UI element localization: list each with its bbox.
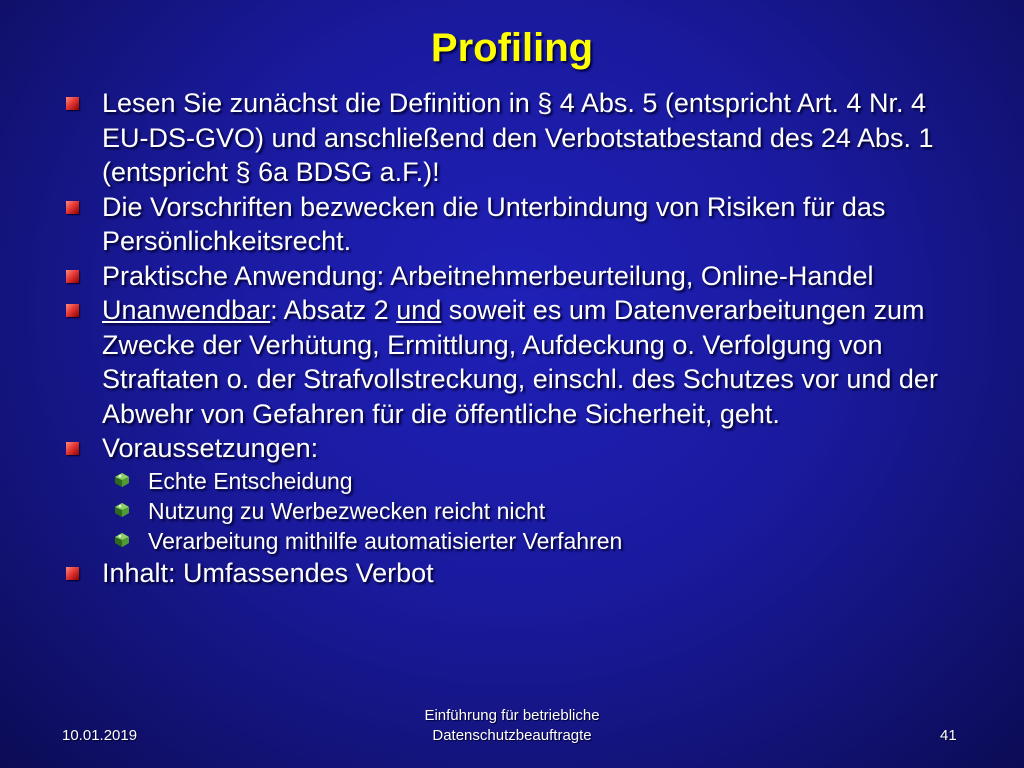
bullet-text: Lesen Sie zunächst die Definition in § 4 Abs. 5 (entspricht Art. 4 Nr. 4 EU-DS-GVO) und anschließend den Verbotstatbestand des 24 Abs. 1 (entspricht § 6a BDSG a.F.)! [102, 88, 934, 187]
green-gem-bullet-icon [114, 502, 130, 518]
bullet-item [64, 259, 964, 294]
green-gem-bullet-icon [114, 532, 130, 548]
underlined-term: Unanwendbar [102, 295, 271, 325]
sub-bullet-item [64, 466, 964, 496]
red-square-bullet-icon [66, 442, 79, 455]
red-square-bullet-icon [66, 270, 79, 283]
red-square-bullet-icon [66, 304, 79, 317]
bullet-item [64, 86, 964, 190]
sub-bullet-item [64, 526, 964, 556]
red-square-bullet-icon [66, 97, 79, 110]
bullet-list [64, 86, 964, 590]
bullet-item [64, 190, 964, 259]
red-square-bullet-icon [66, 567, 79, 580]
footer-presentation-title [380, 706, 644, 746]
bullet-text: Die Vorschriften bezwecken die Unterbindung von Risiken für das Persönlichkeitsrecht. [102, 191, 886, 256]
bullet-text: Voraussetzungen: [102, 433, 319, 463]
footer-page-number: 41 [940, 727, 957, 744]
bullet-text: : Absatz 2 [270, 295, 397, 325]
red-square-bullet-icon [66, 201, 79, 214]
bullet-item [64, 293, 964, 431]
bullet-text: Praktische Anwendung: Arbeitnehmerbeurteilung, Online-Handel [102, 260, 874, 291]
bullet-item [64, 556, 964, 591]
sub-bullet-text: Verarbeitung mithilfe automatisierter Verfahren [148, 527, 623, 554]
sub-bullet-text: Echte Entscheidung [148, 467, 353, 494]
bullet-text: Inhalt: Umfassendes Verbot [102, 557, 434, 588]
footer-title-line: Einführung für betriebliche [424, 707, 600, 724]
footer-title-line: Datenschutzbeauftragte [432, 727, 592, 744]
bullet-text: soweit es um Datenverarbeitungen zum Zwecke der Verhütung, Ermittlung, Aufdeckung o. Verfolgung von Straftaten o. der Strafvollstreckung, einschl. des Schutzes vor und der Abwehr von Gefahren für die öffentliche Sicherheit, geht. [102, 295, 938, 429]
footer-date: 10.01.2019 [62, 727, 138, 744]
underlined-term: und [396, 295, 442, 325]
sub-bullet-item [64, 496, 964, 526]
slide-title: Profiling [430, 26, 594, 70]
bullet-item [64, 431, 964, 466]
sub-bullet-text: Nutzung zu Werbezwecken reicht nicht [148, 497, 546, 524]
green-gem-bullet-icon [114, 472, 130, 488]
